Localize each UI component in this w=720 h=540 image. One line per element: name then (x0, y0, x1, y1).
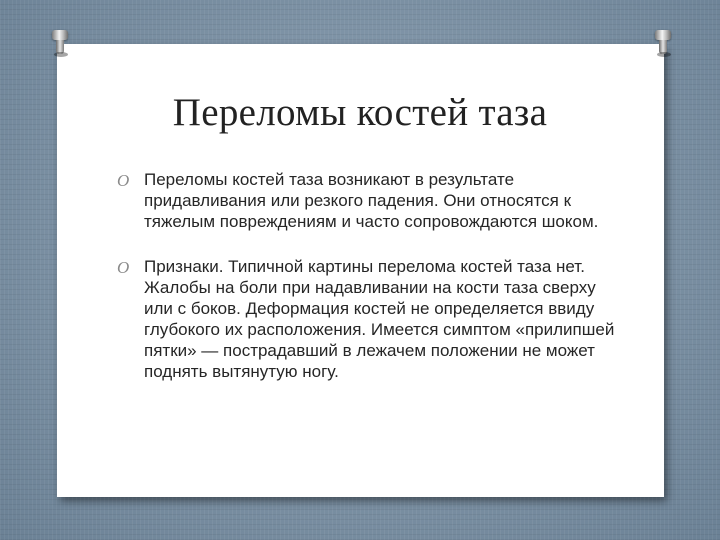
bullet-text: Переломы костей таза возникают в результате придавливания или резкого падения. Они относятся к тяжелым повреждениям и часто сопровождаются шоком. (144, 170, 599, 231)
pushpin-icon (655, 30, 671, 56)
bullet-list (117, 169, 617, 406)
slide-title: Переломы костей таза (172, 91, 548, 134)
bullet-marker-icon: O (117, 171, 130, 190)
bullet-marker-icon: O (117, 258, 130, 277)
bullet-text: Признаки. Типичной картины перелома костей таза нет. Жалобы на боли при надавливании на кости таза сверху или с боков. Деформация костей не определяется ввиду глубокого их расположения. Имеется симптом «прилипшей пятки» — пострадавший в лежачем положении не может поднять вытянутую ногу. (144, 257, 615, 381)
pushpin-icon (52, 30, 68, 56)
bullet-item (117, 256, 617, 382)
bullet-item (117, 169, 617, 232)
